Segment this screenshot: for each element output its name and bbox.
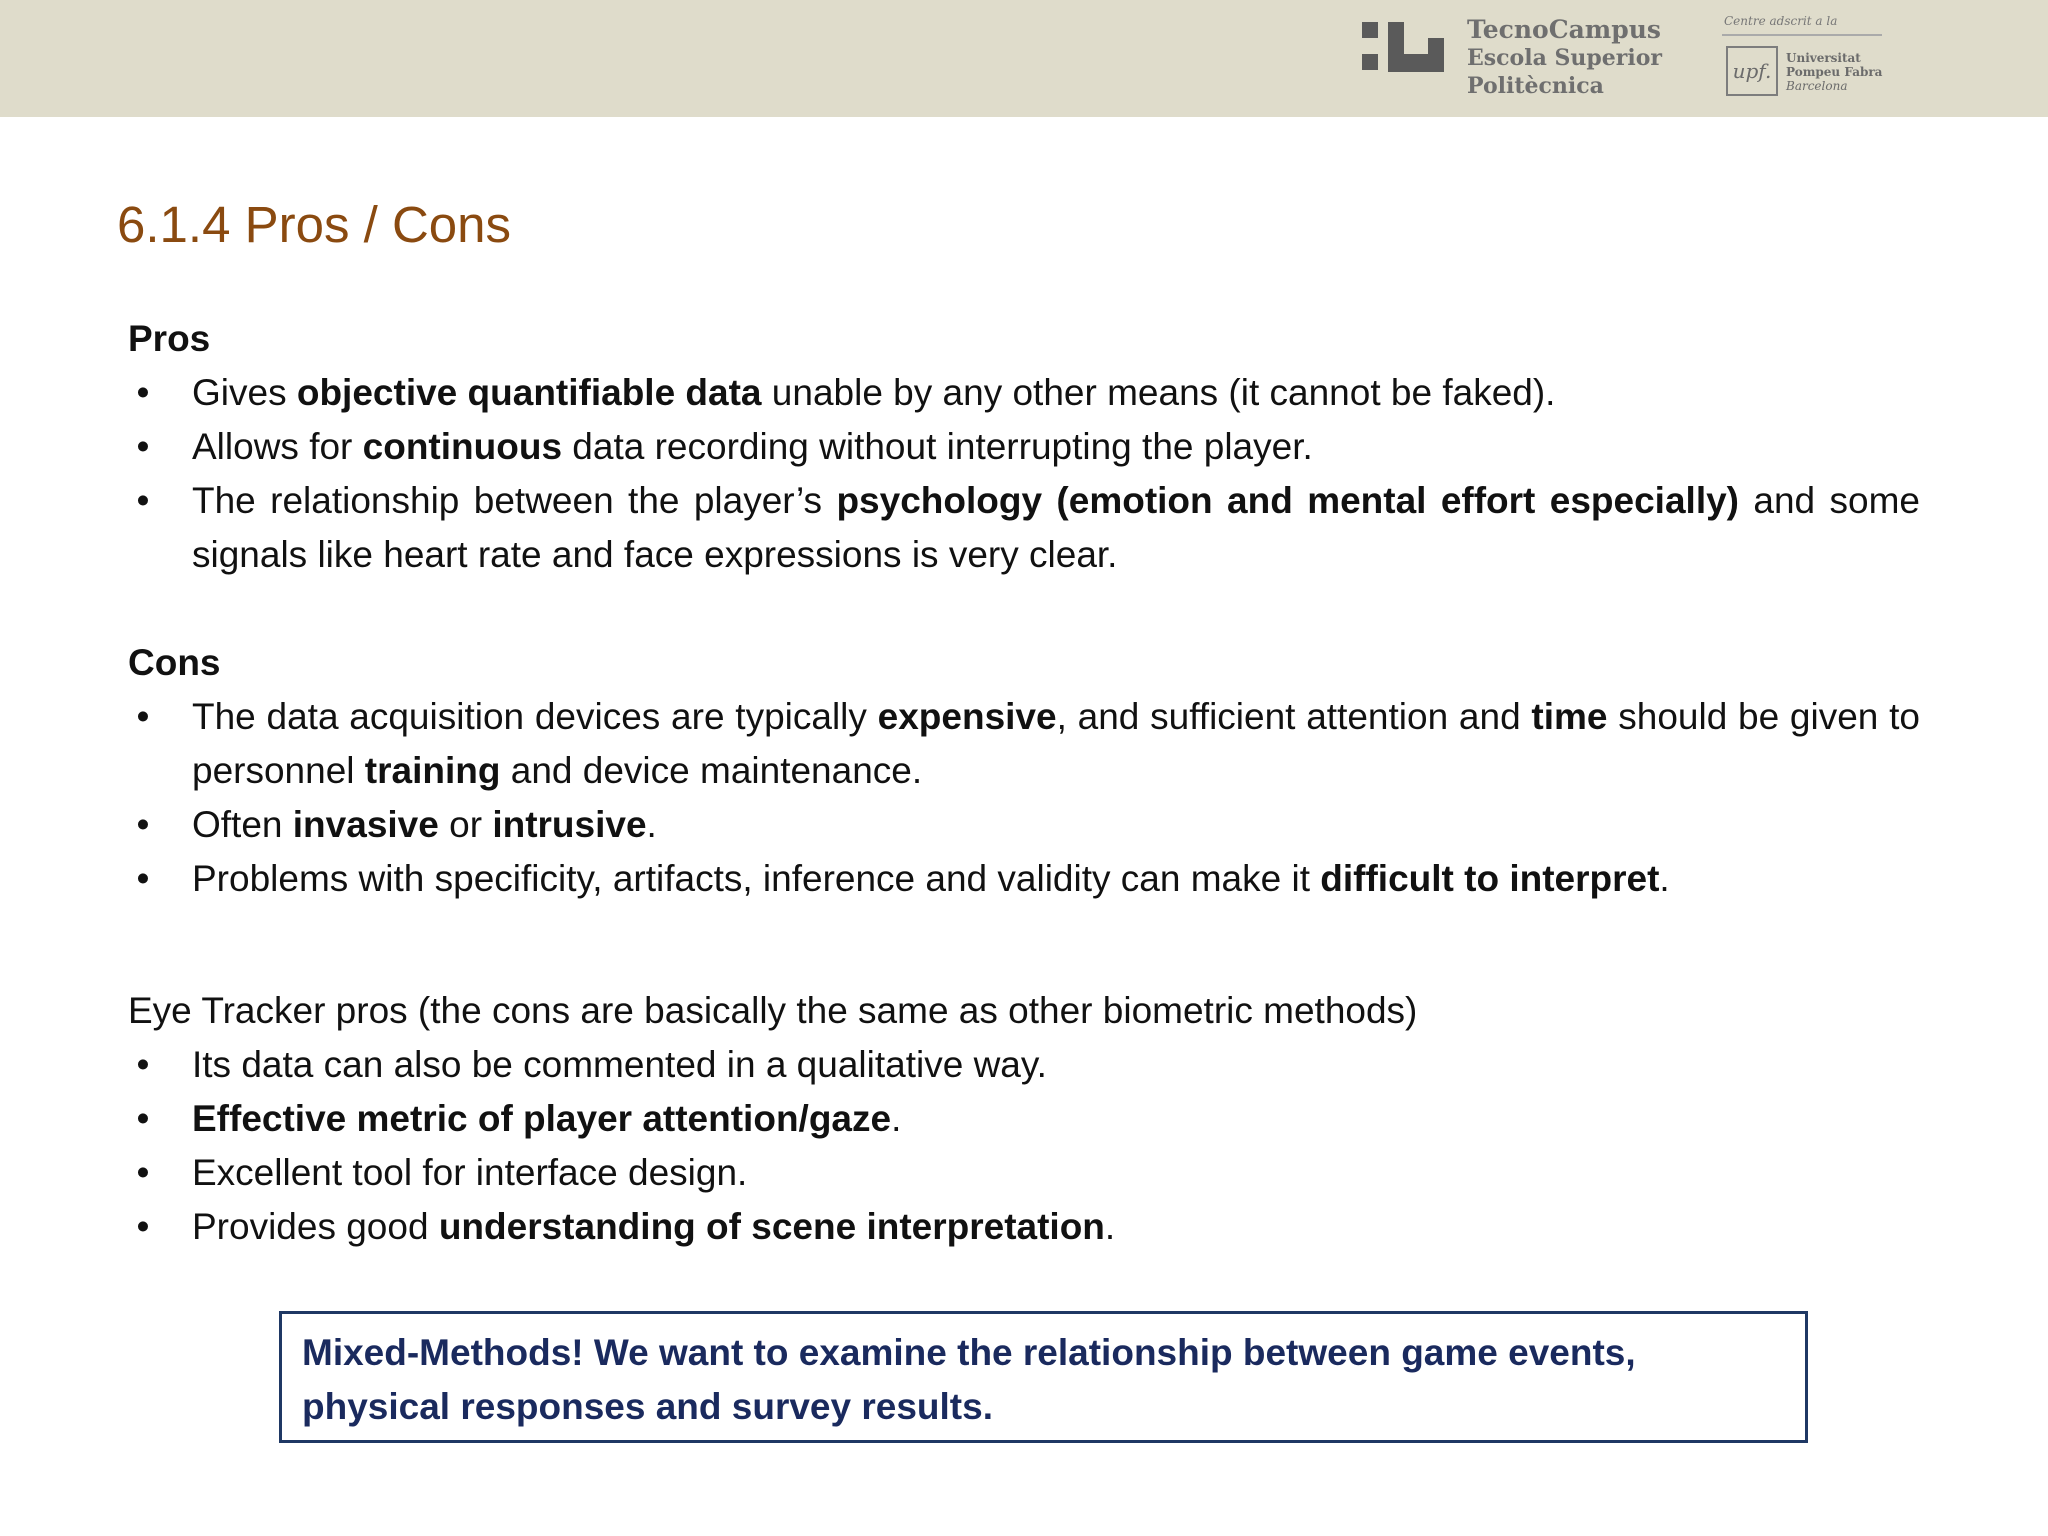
bullet-icon: • [136, 804, 150, 845]
pros-list [128, 366, 1920, 582]
spacer [128, 582, 1920, 636]
item-text: or [438, 804, 493, 845]
list-item [128, 1092, 1920, 1146]
emphasis-text: psychology (emotion and mental effort especially) [836, 480, 1739, 521]
item-text: Its data can also be commented in a qualitative way. [192, 1044, 1047, 1085]
item-text: The relationship between the player’s [192, 480, 837, 521]
item-text: . [891, 1098, 902, 1139]
emphasis-text: objective quantifiable data [296, 372, 762, 413]
emphasis-text: invasive [292, 804, 439, 845]
bullet-icon: • [136, 372, 150, 413]
upf-caption: Centre adscrit a la [1724, 14, 1838, 28]
list-item [128, 1146, 1920, 1200]
cons-heading: Cons [128, 642, 221, 683]
emphasis-text: time [1531, 696, 1608, 737]
tecnocampus-school-type: Politècnica [1467, 73, 1604, 99]
upf-name [1786, 51, 1882, 93]
list-item [128, 420, 1920, 474]
list-item [128, 366, 1920, 420]
item-text: Provides good [192, 1206, 439, 1247]
list-item [128, 1038, 1920, 1092]
tecnocampus-school: Escola Superior [1467, 45, 1662, 71]
item-text: Excellent tool for interface design. [192, 1152, 748, 1193]
item-text: and device maintenance. [500, 750, 923, 791]
list-item [128, 1200, 1920, 1254]
item-text: unable by any other means (it cannot be faked). [761, 372, 1556, 413]
emphasis-text: Effective metric of player attention/gaze [192, 1098, 892, 1139]
bullet-icon: • [136, 480, 150, 521]
mixed-methods-callout: Mixed-Methods! We want to examine the relationship between game events, physical responses and survey results. [279, 1311, 1808, 1443]
item-text: data recording without interrupting the player. [562, 426, 1313, 467]
item-text: Gives [192, 372, 297, 413]
upf-name-line2: Pompeu Fabra [1786, 65, 1883, 79]
list-item [128, 798, 1920, 852]
list-item [128, 474, 1920, 582]
emphasis-text: training [364, 750, 501, 791]
bullet-icon: • [136, 1206, 150, 1247]
emphasis-text: intrusive [492, 804, 647, 845]
item-text: should be given to personnel [192, 696, 1920, 791]
emphasis-text: expensive [877, 696, 1057, 737]
pros-heading: Pros [128, 318, 211, 359]
bullet-icon: • [136, 696, 150, 737]
emphasis-text: understanding of scene interpretation [438, 1206, 1105, 1247]
eye-tracker-heading: Eye Tracker pros (the cons are basically the same as other biometric methods) [128, 990, 1418, 1031]
upf-name-line3: Barcelona [1786, 79, 1848, 93]
bullet-icon: • [136, 858, 150, 899]
item-text: Often [192, 804, 293, 845]
tecnocampus-wordmark [1467, 16, 1662, 100]
upf-logo-icon: upf. [1726, 46, 1778, 96]
bullet-icon: • [136, 1044, 150, 1085]
list-item [128, 852, 1920, 906]
emphasis-text: difficult to interpret [1320, 858, 1660, 899]
eye-tracker-list [128, 1038, 1920, 1254]
bullet-icon: • [136, 1152, 150, 1193]
cons-list [128, 690, 1920, 906]
slide-content [128, 312, 1920, 1254]
item-text: Problems with specificity, artifacts, inference and validity can make it [192, 858, 1321, 899]
tecnocampus-name: TecnoCampus [1467, 15, 1661, 44]
header-bar [0, 0, 2048, 117]
item-text: and some signals like heart rate and face expressions is very clear. [192, 480, 1920, 575]
slide-title: 6.1.4 Pros / Cons [117, 196, 512, 253]
item-text: The data acquisition devices are typically [192, 696, 878, 737]
tecnocampus-logo-icon [1360, 20, 1446, 74]
bullet-icon: • [136, 1098, 150, 1139]
item-text: , and sufficient attention and [1056, 696, 1532, 737]
upf-divider [1722, 34, 1882, 36]
spacer [128, 906, 1920, 984]
item-text: . [1104, 1206, 1116, 1247]
item-text: . [646, 804, 657, 845]
item-text: Allows for [192, 426, 363, 467]
item-text: . [1659, 858, 1670, 899]
bullet-icon: • [136, 426, 150, 467]
emphasis-text: continuous [362, 426, 563, 467]
list-item [128, 690, 1920, 798]
upf-name-line1: Universitat [1786, 51, 1861, 65]
